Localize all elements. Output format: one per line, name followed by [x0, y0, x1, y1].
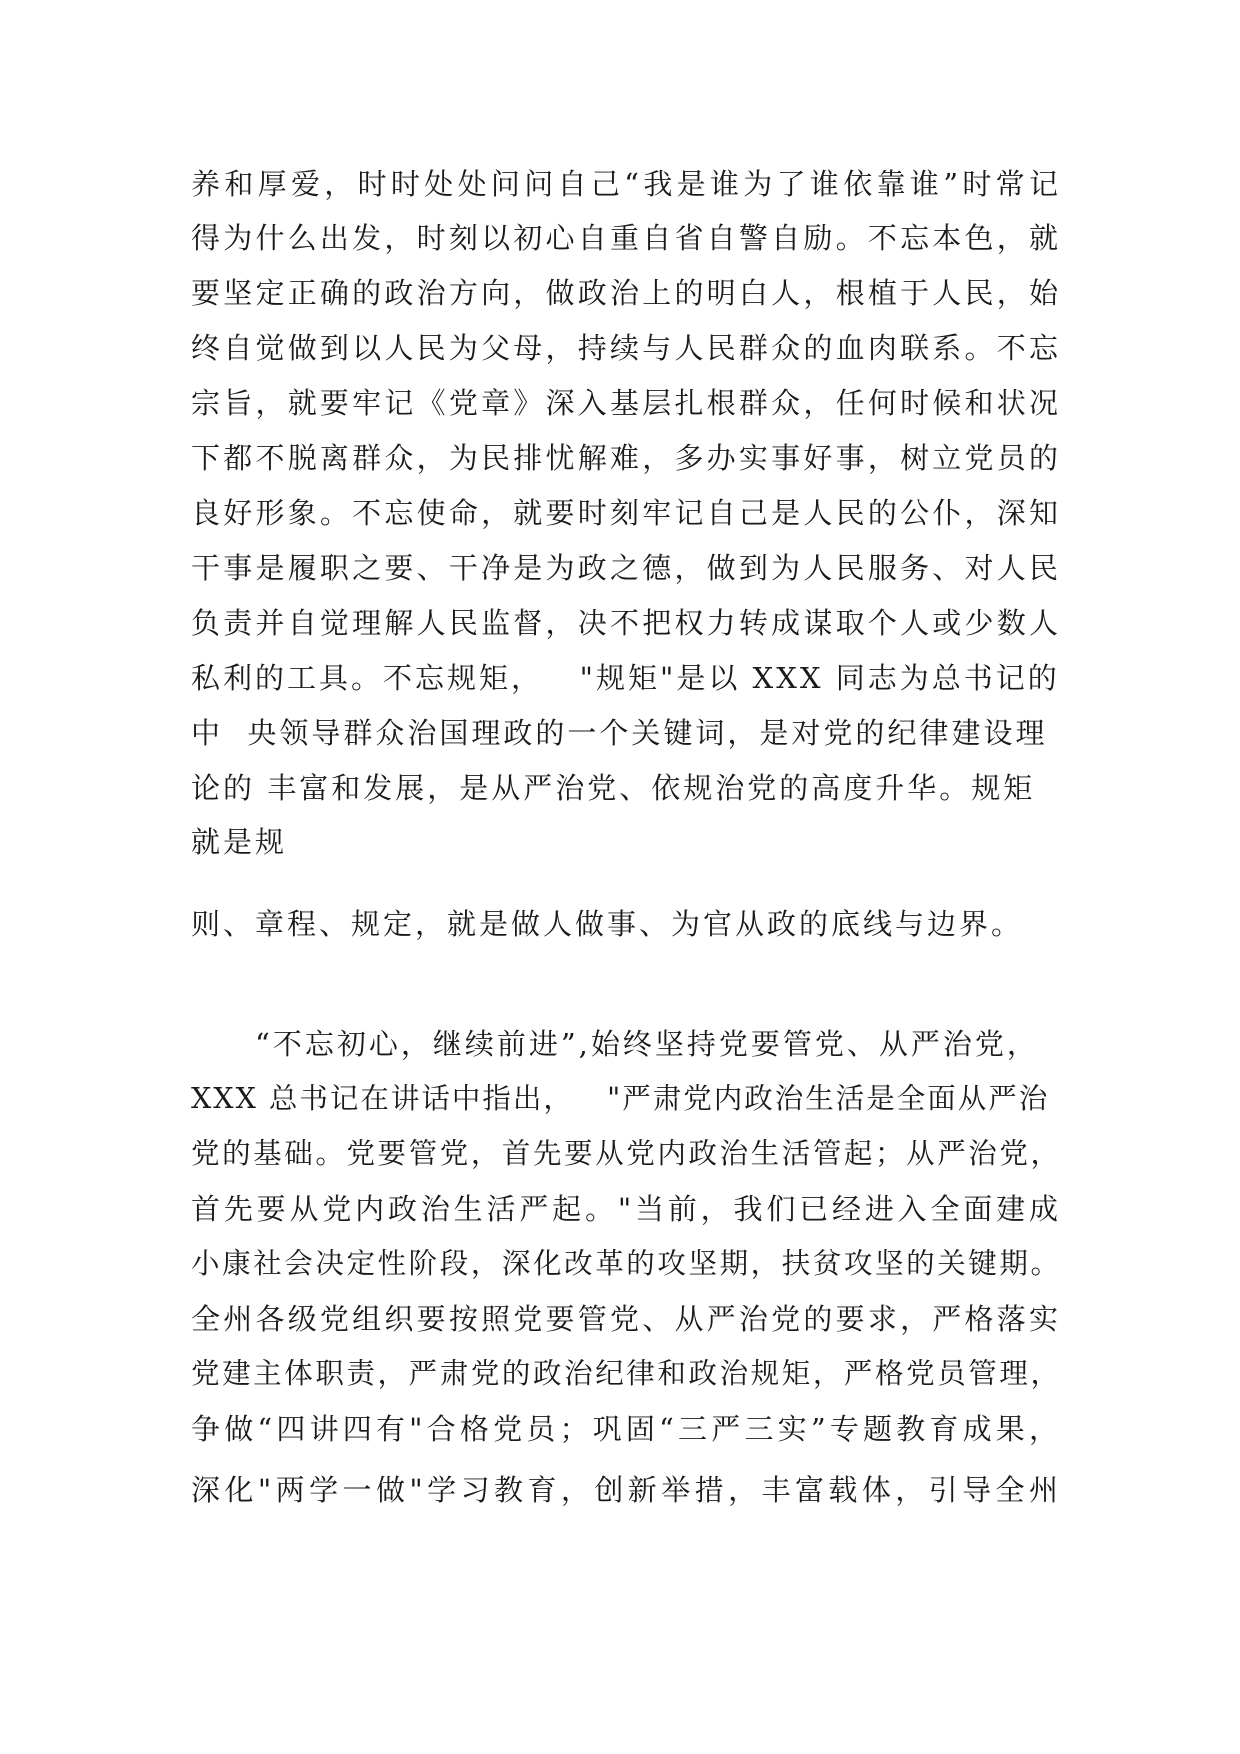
paragraph-1-line-12: 论的 丰富和发展，是从严治党、依规治党的高度升华。规矩	[191, 771, 1036, 805]
paragraph-2-line-7: 党建主体职责，严肃党的政治纪律和政治规矩，严格党员管理，	[191, 1357, 1061, 1390]
paragraph-1-line-5: 宗旨，就要牢记《党章》深入基层扎根群众，任何时候和状况	[191, 386, 1061, 420]
paragraph-1-line-10: 私利的工具。不忘规矩， "规矩"是以 XXX 同志为总书记的	[191, 661, 1060, 695]
paragraph-1-line-4: 终自觉做到以人民为父母，持续与人民群众的血肉联系。不忘	[191, 331, 1061, 365]
paragraph-1-line-13: 就是规	[191, 825, 288, 859]
paragraph-2-line-4: 首先要从党内政治生活严起。"当前，我们已经进入全面建成	[191, 1192, 1061, 1226]
paragraph-1-line-14: 则、章程、规定，就是做人做事、为官从政的底线与边界。	[191, 907, 1024, 941]
paragraph-2-line-2: XXX 总书记在讲话中指出， "严肃党内政治生活是全面从严治	[191, 1082, 1050, 1115]
paragraph-1-line-8: 干事是履职之要、干净是为政之德，做到为人民服务、对人民	[191, 551, 1061, 585]
paragraph-1-line-11: 中 央领导群众治国理政的一个关键词，是对党的纪律建设理	[191, 716, 1048, 750]
paragraph-1-line-7: 良好形象。不忘使命，就要时刻牢记自己是人民的公仆，深知	[191, 496, 1061, 530]
paragraph-2-line-5: 小康社会决定性阶段，深化改革的攻坚期，扶贫攻坚的关键期。	[191, 1247, 1061, 1280]
paragraph-2-line-8: 争做“四讲四有"合格党员；巩固“三严三实”专题教育成果，	[191, 1412, 1061, 1446]
paragraph-1-line-1: 养和厚爱，时时处处问问自己“我是谁为了谁依靠谁”时常记	[191, 167, 1061, 201]
paragraph-1-line-3: 要坚定正确的政治方向，做政治上的明白人，根植于人民，始	[191, 276, 1061, 310]
paragraph-2-line-6: 全州各级党组织要按照党要管党、从严治党的要求，严格落实	[191, 1302, 1061, 1336]
paragraph-1-line-9: 负责并自觉理解人民监督，决不把权力转成谋取个人或少数人	[191, 606, 1061, 640]
paragraph-1-line-6: 下都不脱离群众，为民排忧解难，多办实事好事，树立党员的	[191, 441, 1061, 475]
paragraph-2-line-3: 党的基础。党要管党，首先要从党内政治生活管起；从严治党，	[191, 1137, 1061, 1170]
paragraph-2-line-9: 深化"两学一做"学习教育，创新举措，丰富载体，引导全州	[191, 1473, 1061, 1507]
paragraph-1-line-2: 得为什么出发，时刻以初心自重自省自警自励。不忘本色，就	[191, 221, 1061, 255]
paragraph-2-line-1: “不忘初心，继续前进”,始终坚持党要管党、从严治党，	[255, 1027, 1039, 1061]
